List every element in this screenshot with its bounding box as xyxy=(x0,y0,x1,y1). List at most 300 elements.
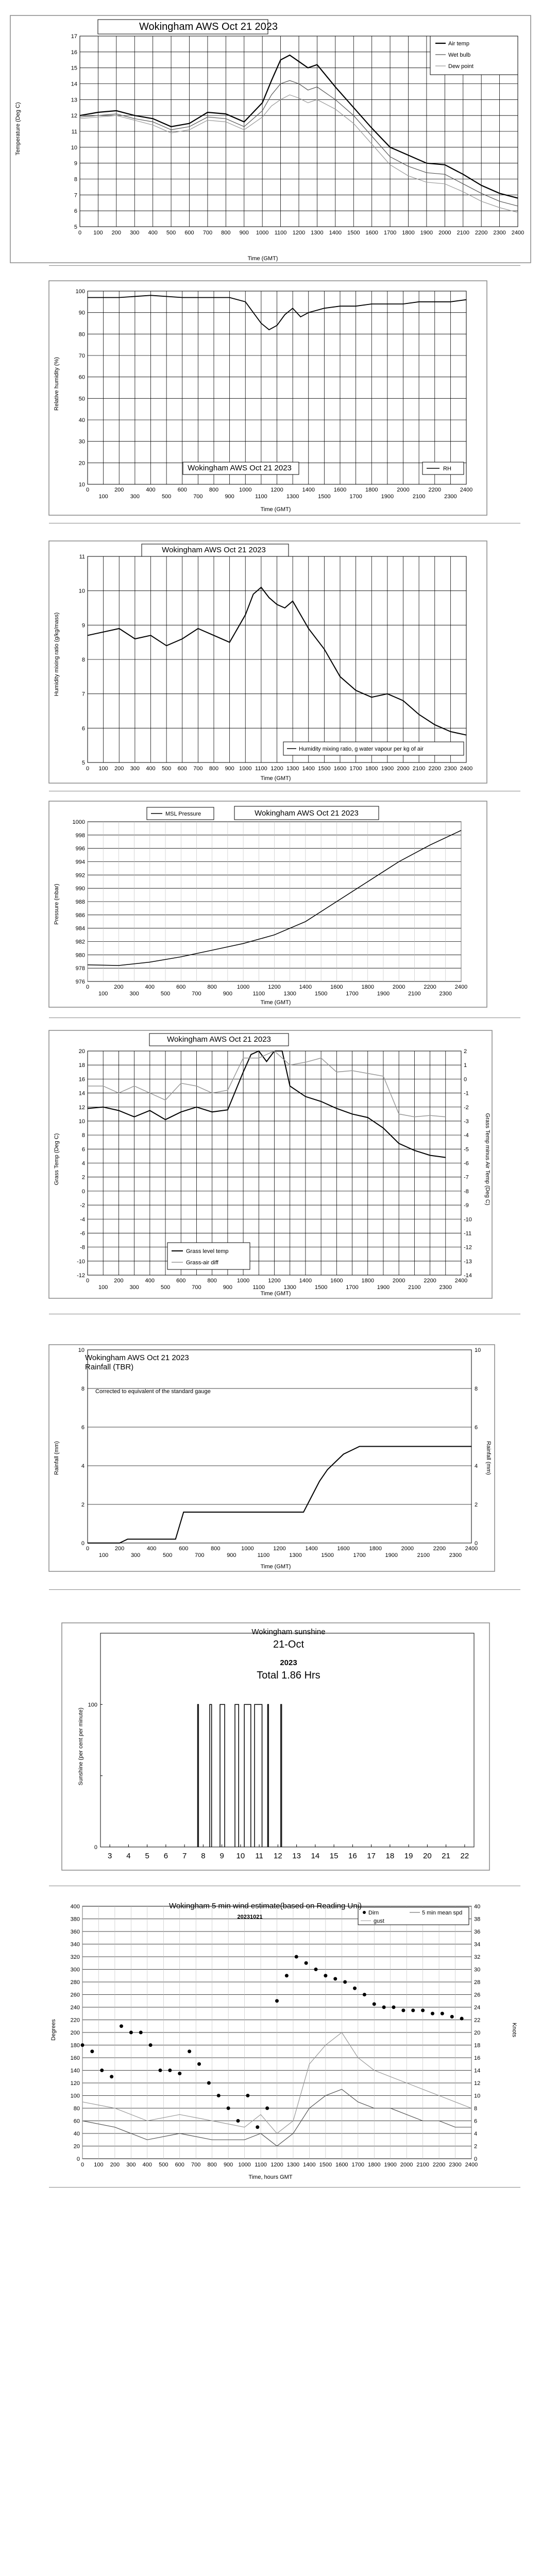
y-right-tick-label: -10 xyxy=(464,1216,472,1223)
direction-point xyxy=(314,1968,318,1971)
x-tick-label: 1500 xyxy=(321,1552,334,1558)
x-tick-label: 800 xyxy=(221,230,231,236)
y-tick-label: 0 xyxy=(94,1844,97,1851)
direction-point xyxy=(441,2012,444,2015)
y-tick-label: -6 xyxy=(80,1230,85,1237)
x-tick-label: 1400 xyxy=(329,230,342,236)
y-tick-label: 60 xyxy=(78,374,85,381)
plot-area xyxy=(79,544,472,772)
x-tick-label: 1900 xyxy=(377,991,390,997)
x-tick-label: 100 xyxy=(98,1284,108,1291)
y-tick-label: 992 xyxy=(75,872,85,879)
y-tick-label: 100 xyxy=(88,1702,97,1708)
x-tick-label: 22 xyxy=(460,1852,469,1860)
sunshine-chart xyxy=(62,1623,489,1870)
chart-subtitle: Rainfall (TBR) xyxy=(85,1363,134,1371)
x-tick-label: 600 xyxy=(176,1278,186,1284)
x-tick-label: 1100 xyxy=(255,494,267,500)
direction-point xyxy=(382,2006,386,2009)
x-tick-label: 10 xyxy=(236,1852,245,1860)
x-tick-label: 1000 xyxy=(241,1546,254,1552)
x-tick-label: 1900 xyxy=(420,230,433,236)
x-tick-label: 600 xyxy=(179,1546,189,1552)
y-right-tick-label: 18 xyxy=(474,2042,481,2049)
x-tick-label: 900 xyxy=(225,766,234,772)
x-tick-label: 1900 xyxy=(385,1552,398,1558)
y-tick-label: 300 xyxy=(70,1967,80,1973)
temperature-chart-svg xyxy=(10,15,531,263)
y-tick-label: 100 xyxy=(70,2093,80,2099)
legend xyxy=(167,1243,250,1269)
x-tick-label: 1200 xyxy=(270,2162,283,2168)
direction-point xyxy=(285,1974,289,1977)
sunshine-chart-svg xyxy=(62,1623,489,1870)
y-tick-label: 8 xyxy=(81,657,85,663)
y-tick-label: 20 xyxy=(73,2143,80,2150)
legend-swatch xyxy=(363,1911,366,1914)
y-tick-label: 240 xyxy=(70,2005,80,2011)
x-axis-label: Time (GMT) xyxy=(247,256,278,262)
chart-year: 2023 xyxy=(280,1658,297,1667)
divider xyxy=(49,1589,520,1590)
y-tick-label: 20 xyxy=(78,1048,85,1055)
x-tick-label: 2200 xyxy=(432,2162,446,2168)
x-tick-label: 1600 xyxy=(330,984,343,990)
x-axis-label: Time (GMT) xyxy=(260,1291,291,1297)
y-tick-label: 998 xyxy=(75,832,85,839)
y-tick-label: 12 xyxy=(71,113,77,120)
plot-area xyxy=(77,1033,472,1291)
y-tick-label: 988 xyxy=(75,899,85,905)
x-tick-label: 2000 xyxy=(400,2162,413,2168)
y-right-tick-label: 12 xyxy=(474,2080,481,2087)
x-tick-label: 18 xyxy=(385,1852,395,1860)
x-tick-label: 600 xyxy=(177,487,187,493)
direction-point xyxy=(81,2043,84,2047)
x-tick-label: 1700 xyxy=(351,2162,365,2168)
x-tick-label: 1100 xyxy=(252,991,265,997)
x-tick-label: 1800 xyxy=(365,766,378,772)
x-tick-label: 1900 xyxy=(381,766,394,772)
y-tick-label: 120 xyxy=(70,2080,80,2087)
x-tick-label: 1800 xyxy=(402,230,415,236)
chart-total: Total 1.86 Hrs xyxy=(257,1670,320,1681)
y-tick-label: 10 xyxy=(71,144,77,151)
direction-point xyxy=(363,1993,366,1996)
y-tick-label: 1000 xyxy=(72,819,85,825)
x-tick-label: 100 xyxy=(93,230,103,236)
y-tick-label: 220 xyxy=(70,2017,80,2024)
x-tick-label: 700 xyxy=(193,766,203,772)
chart-title: Wokingham AWS Oct 21 2023 xyxy=(255,809,359,818)
y-right-tick-label: 22 xyxy=(474,2017,481,2024)
y-right-tick-label: 0 xyxy=(474,2156,478,2162)
y-tick-label: 180 xyxy=(70,2042,80,2049)
x-tick-label: 1900 xyxy=(381,494,394,500)
x-tick-label: 1400 xyxy=(302,487,315,493)
x-tick-label: 1800 xyxy=(368,2162,381,2168)
pressure-chart-svg xyxy=(49,801,487,1007)
x-tick-label: 800 xyxy=(209,766,219,772)
chart-title: Wokingham AWS Oct 21 2023 xyxy=(85,1353,189,1362)
x-tick-label: 300 xyxy=(130,766,140,772)
legend xyxy=(147,807,214,820)
y-right-tick-label: -2 xyxy=(464,1104,469,1111)
x-tick-label: 600 xyxy=(177,766,187,772)
x-tick-label: 1600 xyxy=(335,2162,348,2168)
x-tick-label: 400 xyxy=(145,1278,155,1284)
chart-title: Wokingham AWS Oct 21 2023 xyxy=(167,1035,271,1044)
x-tick-label: 2100 xyxy=(408,1284,421,1291)
rainfall-chart xyxy=(49,1345,495,1571)
x-tick-label: 1900 xyxy=(384,2162,397,2168)
x-tick-label: 800 xyxy=(211,1546,221,1552)
y-tick-label: 11 xyxy=(79,554,85,560)
x-tick-label: 100 xyxy=(98,991,108,997)
x-tick-label: 1300 xyxy=(286,766,299,772)
direction-point xyxy=(217,2094,221,2097)
chart-title: Wokingham 5 min wind estimate(based on Reading Uni) xyxy=(168,1902,362,1910)
x-tick-label: 1200 xyxy=(273,1546,286,1552)
x-tick-label: 1000 xyxy=(236,1278,250,1284)
y-right-tick-label: 10 xyxy=(474,2093,481,2099)
y-tick-label: -4 xyxy=(80,1216,85,1223)
x-tick-label: 2200 xyxy=(433,1546,446,1552)
x-tick-label: 1100 xyxy=(255,766,267,772)
x-tick-label: 2100 xyxy=(412,766,426,772)
legend-label: MSL Pressure xyxy=(165,811,201,817)
y-tick-label: 0 xyxy=(81,1188,85,1195)
x-tick-label: 500 xyxy=(161,766,172,772)
direction-point xyxy=(188,2049,191,2053)
y-right-tick-label: 4 xyxy=(474,2131,478,2137)
y-tick-label: 160 xyxy=(70,2055,80,2061)
y-tick-label: 8 xyxy=(81,1386,84,1392)
x-tick-label: 2400 xyxy=(460,487,473,493)
y-axis-label: Degrees xyxy=(50,2019,57,2041)
x-tick-label: 1300 xyxy=(283,991,296,997)
x-tick-label: 1100 xyxy=(252,1284,265,1291)
y-right-tick-label: 6 xyxy=(475,1425,478,1431)
x-tick-label: 1600 xyxy=(337,1546,350,1552)
y-tick-label: 40 xyxy=(78,417,85,423)
y-tick-label: 10 xyxy=(78,1118,85,1125)
x-tick-label: 1000 xyxy=(238,2162,251,2168)
y-right-tick-label: 16 xyxy=(474,2055,481,2061)
x-tick-label: 300 xyxy=(126,2162,136,2168)
direction-point xyxy=(197,2062,201,2066)
pressure-chart xyxy=(49,801,487,1007)
y-right-tick-label: 20 xyxy=(474,2030,481,2036)
y-tick-label: 10 xyxy=(78,1347,84,1353)
x-tick-label: 2200 xyxy=(424,1278,436,1284)
y-right-tick-label: 8 xyxy=(474,2106,478,2112)
x-axis-label: Time (GMT) xyxy=(260,775,291,782)
x-tick-label: 2000 xyxy=(401,1546,414,1552)
y-tick-label: 7 xyxy=(74,192,77,199)
direction-point xyxy=(333,1977,337,1980)
x-tick-label: 2000 xyxy=(438,230,451,236)
x-tick-label: 600 xyxy=(184,230,194,236)
x-tick-label: 1500 xyxy=(318,766,331,772)
y-tick-label: 18 xyxy=(78,1062,85,1069)
x-tick-label: 2200 xyxy=(428,487,441,493)
x-tick-label: 1000 xyxy=(239,487,252,493)
x-tick-label: 8 xyxy=(201,1852,206,1860)
x-tick-label: 14 xyxy=(311,1852,320,1860)
x-tick-label: 600 xyxy=(176,984,186,990)
y-tick-label: -2 xyxy=(80,1202,85,1209)
x-tick-label: 20 xyxy=(423,1852,432,1860)
direction-point xyxy=(401,2009,405,2012)
legend xyxy=(358,1907,469,1925)
x-tick-label: 2400 xyxy=(511,230,525,236)
y-tick-label: 280 xyxy=(70,1979,80,1986)
y-axis-right-label: Rainfall (mm) xyxy=(485,1441,492,1475)
y-right-tick-label: 2 xyxy=(464,1048,467,1055)
direction-point xyxy=(129,2031,133,2035)
x-tick-label: 11 xyxy=(255,1852,263,1860)
chart-date: 21-Oct xyxy=(273,1639,305,1650)
legend-label: Humidity mixing ratio, g water vapour per kg of air xyxy=(299,746,424,752)
x-tick-label: 200 xyxy=(114,766,124,772)
chart-title: Wokingham AWS Oct 21 2023 xyxy=(188,464,292,472)
x-tick-label: 1200 xyxy=(270,766,283,772)
y-tick-label: 986 xyxy=(75,912,85,919)
y-axis-right-label: Grass Temp minus Air Temp (Deg C) xyxy=(484,1113,491,1206)
plot-area xyxy=(78,1347,481,1558)
x-tick-label: 2300 xyxy=(439,991,452,997)
x-tick-label: 1400 xyxy=(299,1278,312,1284)
plot-area xyxy=(73,806,468,997)
y-right-tick-label: -4 xyxy=(464,1132,469,1139)
y-axis-label: Relative humidity (%) xyxy=(54,357,60,411)
x-tick-label: 500 xyxy=(161,494,172,500)
x-tick-label: 1800 xyxy=(361,1278,374,1284)
x-tick-label: 700 xyxy=(195,1552,205,1558)
y-tick-label: 16 xyxy=(78,1076,85,1083)
x-tick-label: 6 xyxy=(163,1852,168,1860)
x-tick-label: 2400 xyxy=(465,2162,478,2168)
wind-chart xyxy=(49,1901,523,2182)
x-axis-label: Time (GMT) xyxy=(260,506,291,513)
temperature-chart xyxy=(10,15,531,263)
x-tick-label: 2100 xyxy=(417,1552,430,1558)
y-tick-label: 10 xyxy=(78,588,85,595)
direction-point xyxy=(178,2072,181,2075)
y-axis-label: Humidity mixing ratio (g/kg/mass) xyxy=(54,612,60,697)
y-tick-label: 5 xyxy=(74,224,77,230)
plot-area xyxy=(71,1904,481,2168)
x-tick-label: 0 xyxy=(86,766,90,772)
direction-point xyxy=(100,2069,104,2072)
x-tick-label: 2200 xyxy=(428,766,441,772)
y-right-tick-label: -5 xyxy=(464,1146,469,1153)
x-tick-label: 200 xyxy=(111,230,122,236)
x-tick-label: 1400 xyxy=(305,1546,318,1552)
x-tick-label: 200 xyxy=(110,2162,120,2168)
y-right-tick-label: 0 xyxy=(475,1540,478,1547)
y-tick-label: 7 xyxy=(81,691,85,698)
x-tick-label: 1100 xyxy=(274,230,287,236)
x-tick-label: 900 xyxy=(223,1284,233,1291)
y-tick-label: 100 xyxy=(75,289,85,295)
x-tick-label: 400 xyxy=(148,230,158,236)
x-tick-label: 1700 xyxy=(346,1284,359,1291)
y-tick-label: 140 xyxy=(70,2067,80,2074)
y-tick-label: 9 xyxy=(74,160,77,167)
y-tick-label: 20 xyxy=(78,460,85,467)
y-right-tick-label: 24 xyxy=(474,2005,481,2011)
y-tick-label: 11 xyxy=(71,129,77,135)
x-tick-label: 300 xyxy=(130,230,140,236)
x-tick-label: 400 xyxy=(142,2162,153,2168)
y-tick-label: 976 xyxy=(75,979,85,985)
x-tick-label: 1700 xyxy=(349,766,362,772)
direction-point xyxy=(392,2006,396,2009)
x-tick-label: 700 xyxy=(191,2162,201,2168)
y-tick-label: 982 xyxy=(75,939,85,945)
x-tick-label: 2100 xyxy=(416,2162,429,2168)
x-tick-label: 500 xyxy=(160,991,171,997)
x-tick-label: 500 xyxy=(159,2162,168,2168)
x-tick-label: 0 xyxy=(86,1278,90,1284)
x-tick-label: 700 xyxy=(192,991,201,997)
x-tick-label: 400 xyxy=(145,984,155,990)
mixing-ratio-chart xyxy=(49,541,487,783)
grass-temp-chart xyxy=(49,1030,492,1298)
x-tick-label: 2300 xyxy=(444,766,457,772)
x-tick-label: 2400 xyxy=(460,766,473,772)
y-tick-label: 400 xyxy=(70,1904,80,1910)
wind-chart-svg xyxy=(49,1901,523,2182)
legend-label: Dirn xyxy=(368,1910,379,1916)
x-tick-label: 1300 xyxy=(286,494,299,500)
legend xyxy=(422,462,464,474)
legend-label: Grass level temp xyxy=(186,1248,229,1255)
x-tick-label: 0 xyxy=(78,230,82,236)
y-tick-label: 2 xyxy=(81,1174,85,1181)
x-tick-label: 1200 xyxy=(268,984,281,990)
y-tick-label: 14 xyxy=(78,1090,85,1097)
x-tick-label: 2300 xyxy=(449,2162,462,2168)
direction-point xyxy=(149,2043,153,2047)
x-tick-label: 2400 xyxy=(454,1278,468,1284)
x-tick-label: 200 xyxy=(114,1546,125,1552)
y-tick-label: 978 xyxy=(75,965,85,972)
direction-point xyxy=(460,2017,464,2021)
x-tick-label: 2100 xyxy=(408,991,421,997)
x-tick-label: 900 xyxy=(223,2162,233,2168)
x-tick-label: 16 xyxy=(348,1852,357,1860)
direction-point xyxy=(159,2069,162,2072)
direction-point xyxy=(139,2031,143,2035)
y-tick-label: 6 xyxy=(74,208,77,215)
x-tick-label: 2200 xyxy=(424,984,436,990)
rainfall-chart-svg xyxy=(49,1345,495,1571)
direction-point xyxy=(120,2024,123,2028)
y-tick-label: 360 xyxy=(70,1929,80,1935)
direction-point xyxy=(236,2119,240,2123)
x-tick-label: 1700 xyxy=(353,1552,366,1558)
y-tick-label: 320 xyxy=(70,1954,80,1960)
x-tick-label: 300 xyxy=(130,494,140,500)
chart-subtitle: 20231021 xyxy=(237,1914,263,1920)
y-right-tick-label: 40 xyxy=(474,1904,481,1910)
y-right-tick-label: -12 xyxy=(464,1244,472,1251)
x-tick-label: 1600 xyxy=(330,1278,343,1284)
y-axis-label: Grass Temp (Deg C) xyxy=(54,1133,60,1185)
x-tick-label: 200 xyxy=(114,487,124,493)
y-right-tick-label: 4 xyxy=(475,1463,478,1469)
y-right-tick-label: -9 xyxy=(464,1202,469,1209)
direction-point xyxy=(421,2009,425,2012)
x-tick-label: 2000 xyxy=(397,487,410,493)
direction-point xyxy=(450,2015,454,2019)
x-tick-label: 500 xyxy=(160,1284,171,1291)
y-right-tick-label: 26 xyxy=(474,1992,481,1998)
y-tick-label: 380 xyxy=(70,1916,80,1923)
x-axis-label: Time, hours GMT xyxy=(248,2174,293,2180)
y-tick-label: 990 xyxy=(75,886,85,892)
x-tick-label: 1500 xyxy=(314,1284,328,1291)
x-tick-label: 200 xyxy=(114,1278,124,1284)
y-tick-label: 30 xyxy=(78,438,85,445)
x-tick-label: 1800 xyxy=(361,984,374,990)
direction-point xyxy=(353,1987,357,1990)
x-tick-label: 300 xyxy=(130,1552,141,1558)
mixing-ratio-chart-svg xyxy=(49,541,487,783)
x-tick-label: 1800 xyxy=(369,1546,382,1552)
x-tick-label: 2300 xyxy=(449,1552,462,1558)
x-tick-label: 1700 xyxy=(349,494,362,500)
x-tick-label: 17 xyxy=(367,1852,376,1860)
y-tick-label: 984 xyxy=(75,925,85,932)
x-tick-label: 1000 xyxy=(239,766,252,772)
y-tick-label: 60 xyxy=(73,2118,80,2125)
y-right-tick-label: -13 xyxy=(464,1258,472,1265)
direction-point xyxy=(411,2009,415,2012)
x-tick-label: 300 xyxy=(129,1284,139,1291)
y-tick-label: 50 xyxy=(78,396,85,402)
y-tick-label: 80 xyxy=(78,331,85,338)
y-axis-label: Pressure (mbar) xyxy=(54,884,60,925)
y-right-tick-label: 30 xyxy=(474,1967,481,1973)
x-tick-label: 1800 xyxy=(365,487,378,493)
divider xyxy=(49,2187,520,2188)
y-tick-label: 4 xyxy=(81,1463,84,1469)
humidity-chart-svg xyxy=(49,281,487,515)
x-tick-label: 700 xyxy=(192,1284,201,1291)
plot-area xyxy=(71,20,524,236)
y-tick-label: 13 xyxy=(71,97,77,104)
y-tick-label: 980 xyxy=(75,952,85,959)
x-tick-label: 900 xyxy=(227,1552,236,1558)
x-tick-label: 2300 xyxy=(493,230,506,236)
y-tick-label: 6 xyxy=(81,725,85,732)
x-tick-label: 1700 xyxy=(383,230,397,236)
x-tick-label: 800 xyxy=(209,487,219,493)
x-tick-label: 100 xyxy=(98,494,108,500)
direction-point xyxy=(343,1980,347,1984)
x-tick-label: 1600 xyxy=(333,766,347,772)
x-tick-label: 9 xyxy=(219,1852,224,1860)
direction-point xyxy=(295,1955,298,1959)
x-tick-label: 1200 xyxy=(268,1278,281,1284)
y-tick-label: 17 xyxy=(71,33,77,40)
x-tick-label: 800 xyxy=(207,1278,217,1284)
y-tick-label: 0 xyxy=(81,1540,84,1547)
